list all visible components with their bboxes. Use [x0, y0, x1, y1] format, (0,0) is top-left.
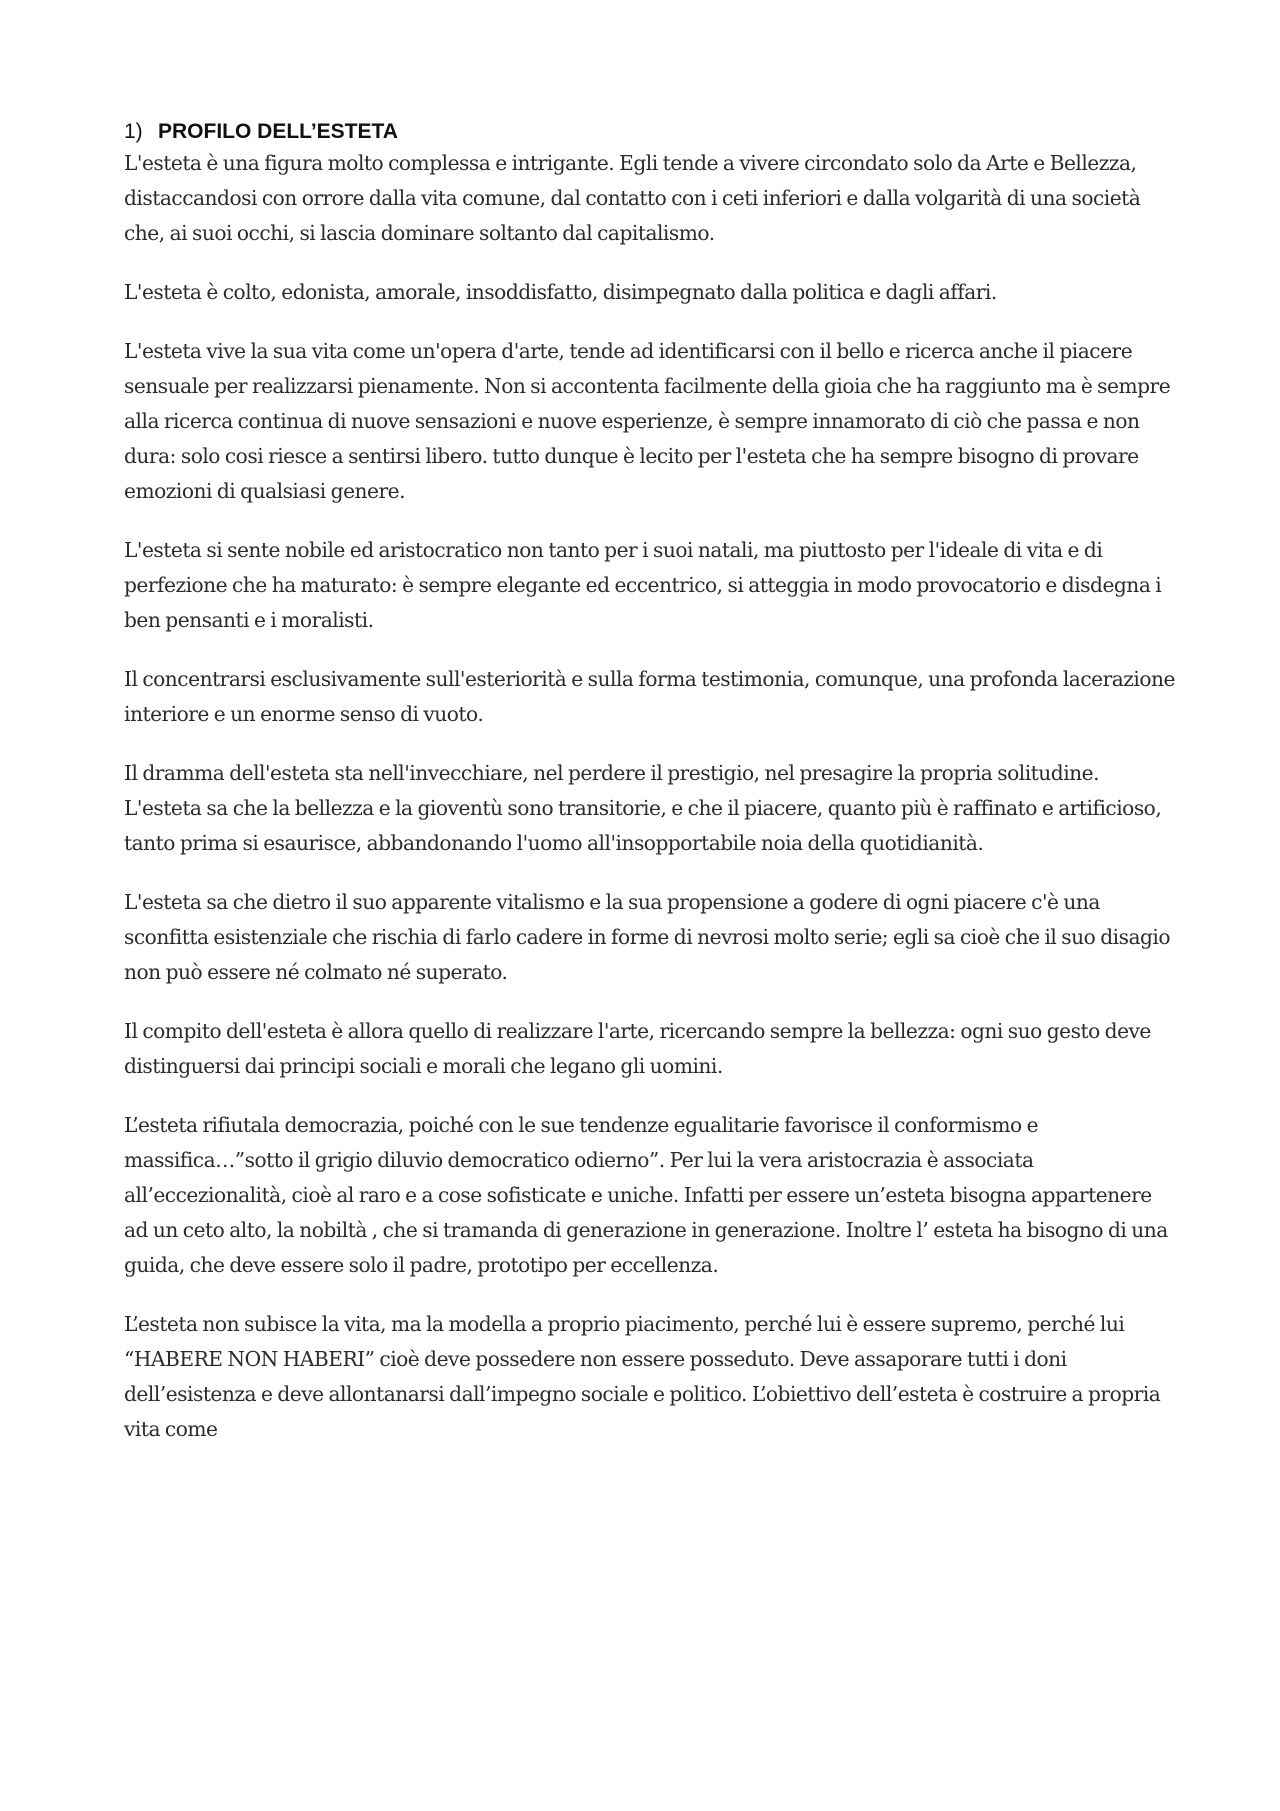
paragraph: Il concentrarsi esclusivamente sull'esteriorità e sulla forma testimonia, comunque, una profonda lacerazione interiore e un enorme senso di vuoto. [124, 667, 1175, 726]
section-heading [124, 118, 1180, 146]
paragraph: L'esteta si sente nobile ed aristocratico non tanto per i suoi natali, ma piuttosto per l'ideale di vita e di perfezione che ha maturato: è sempre elegante ed eccentrico, si atteggia in modo provocatorio e disdegna i ben pensanti e i moralisti. [124, 538, 1162, 632]
paragraph: Il compito dell'esteta è allora quello di realizzare l'arte, ricercando sempre la bellezza: ogni suo gesto deve distinguersi dai principi sociali e morali che legano gli uomini. [124, 1019, 1151, 1078]
paragraph: Il dramma dell'esteta sta nell'invecchiare, nel perdere il prestigio, nel presagire la propria solitudine. L'esteta sa che la bellezza e la gioventù sono transitorie, e che il piacere, quanto più è raffinato e artificioso, tanto prima si esaurisce, abbandonando l'uomo all'insopportabile noia della quotidianità. [124, 761, 1162, 855]
paragraph: L’esteta non subisce la vita, ma la modella a proprio piacimento, perché lui è essere supremo, perché lui “HABERE NON HABERI” cioè deve possedere non essere posseduto. Deve assaporare tutti i doni dell’esistenza e deve allontanarsi dall’impegno sociale e politico. L’obiettivo dell’esteta è costruire a propria vita come [124, 1312, 1161, 1441]
paragraph: L'esteta è colto, edonista, amorale, insoddisfatto, disimpegnato dalla politica e dagli affari. [124, 280, 997, 304]
section-title: PROFILO DELL’ESTETA [158, 120, 398, 143]
paragraph: L'esteta sa che dietro il suo apparente vitalismo e la sua propensione a godere di ogni piacere c'è una sconfitta esistenziale che rischia di farlo cadere in forme di nevrosi molto serie; egli sa cioè che il suo disagio non può essere né colmato né superato. [124, 890, 1171, 984]
paragraph: L'esteta vive la sua vita come un'opera d'arte, tende ad identificarsi con il bello e ricerca anche il piacere sensuale per realizzarsi pienamente. Non si accontenta facilmente della gioia che ha raggiunto ma è sempre alla ricerca continua di nuove sensazioni e nuove esperienze, è sempre innamorato di ciò che passa e non dura: solo cosi riesce a sentirsi libero. tutto dunque è lecito per l'esteta che ha sempre bisogno di provare emozioni di qualsiasi genere. [124, 339, 1171, 503]
document-page [124, 118, 1180, 1471]
paragraph: L’esteta rifiutala democrazia, poiché con le sue tendenze egualitarie favorisce il conformismo e massifica…”sotto il grigio diluvio democratico odierno”. Per lui la vera aristocrazia è associata all’eccezionalità, cioè al raro e a cose sofisticate e uniche. Infatti per essere un’esteta bisogna appartenere ad un ceto alto, la nobiltà , che si tramanda di generazione in generazione. Inoltre l’ esteta ha bisogno di una guida, che deve essere solo il padre, prototipo per eccellenza. [124, 1113, 1168, 1277]
paragraph: L'esteta è una figura molto complessa e intrigante. Egli tende a vivere circondato solo da Arte e Bellezza, distaccandosi con orrore dalla vita comune, dal contatto con i ceti inferiori e dalla volgarità di una società che, ai suoi occhi, si lascia dominare soltanto dal capitalismo. [124, 151, 1141, 245]
section-number: 1) [124, 120, 143, 143]
